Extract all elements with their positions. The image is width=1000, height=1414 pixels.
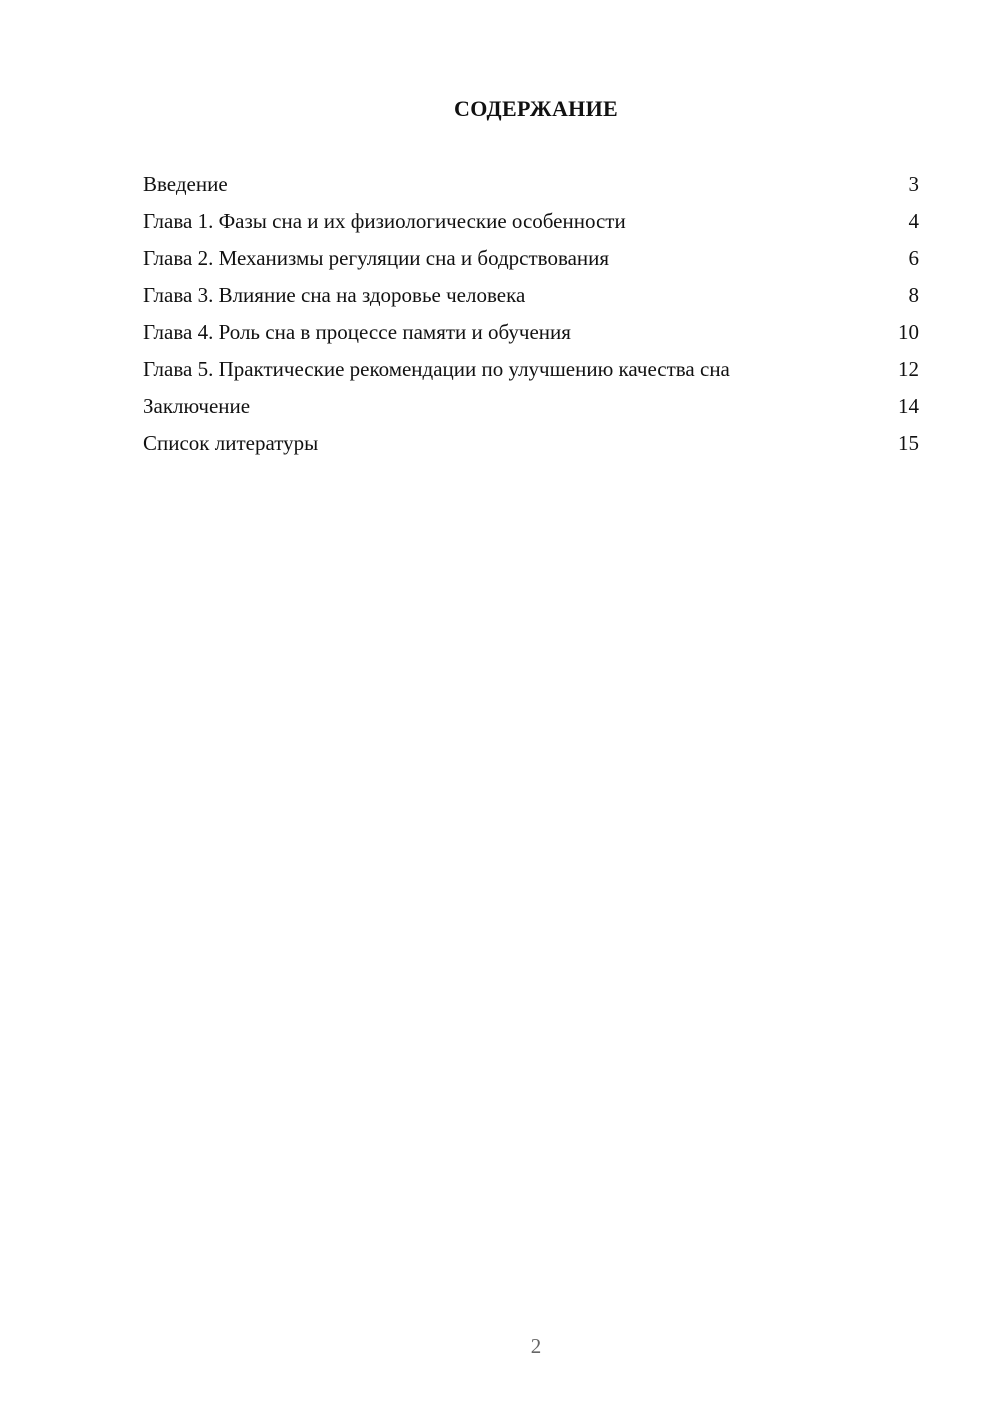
toc-entry-page: 15 <box>898 431 919 455</box>
toc-entry-chapter-2 <box>143 244 919 272</box>
page-title: СОДЕРЖАНИЕ <box>454 96 618 121</box>
toc-entry-chapter-4 <box>143 318 919 346</box>
toc-entry-page: 12 <box>898 357 919 381</box>
toc-entry-label: Глава 2. Механизмы регуляции сна и бодрствования <box>143 246 610 270</box>
toc-entry-label: Введение <box>143 172 228 196</box>
toc-entry-page: 8 <box>908 283 919 307</box>
toc-entry-label: Глава 4. Роль сна в процессе памяти и обучения <box>143 320 571 344</box>
table-of-contents <box>143 170 919 466</box>
toc-entry-label: Список литературы <box>143 431 319 455</box>
toc-entry-page: 4 <box>908 209 919 233</box>
toc-entry-conclusion <box>143 392 919 420</box>
toc-entry-label: Глава 5. Практические рекомендации по улучшению качества сна <box>143 357 730 381</box>
page-number: 2 <box>530 1334 542 1358</box>
toc-entry-page: 10 <box>898 320 919 344</box>
toc-entry-label: Глава 3. Влияние сна на здоровье человека <box>143 283 526 307</box>
toc-entry-references <box>143 429 919 457</box>
toc-entry-page: 6 <box>908 246 919 270</box>
toc-entry-label: Глава 1. Фазы сна и их физиологические особенности <box>143 209 626 233</box>
toc-entry-page: 14 <box>898 394 919 418</box>
toc-entry-chapter-1 <box>143 207 919 235</box>
toc-entry-label: Заключение <box>143 394 251 418</box>
toc-entry-chapter-3 <box>143 281 919 309</box>
toc-entry-page: 3 <box>908 172 919 196</box>
toc-entry-introduction <box>143 170 919 198</box>
toc-entry-chapter-5 <box>143 355 919 383</box>
